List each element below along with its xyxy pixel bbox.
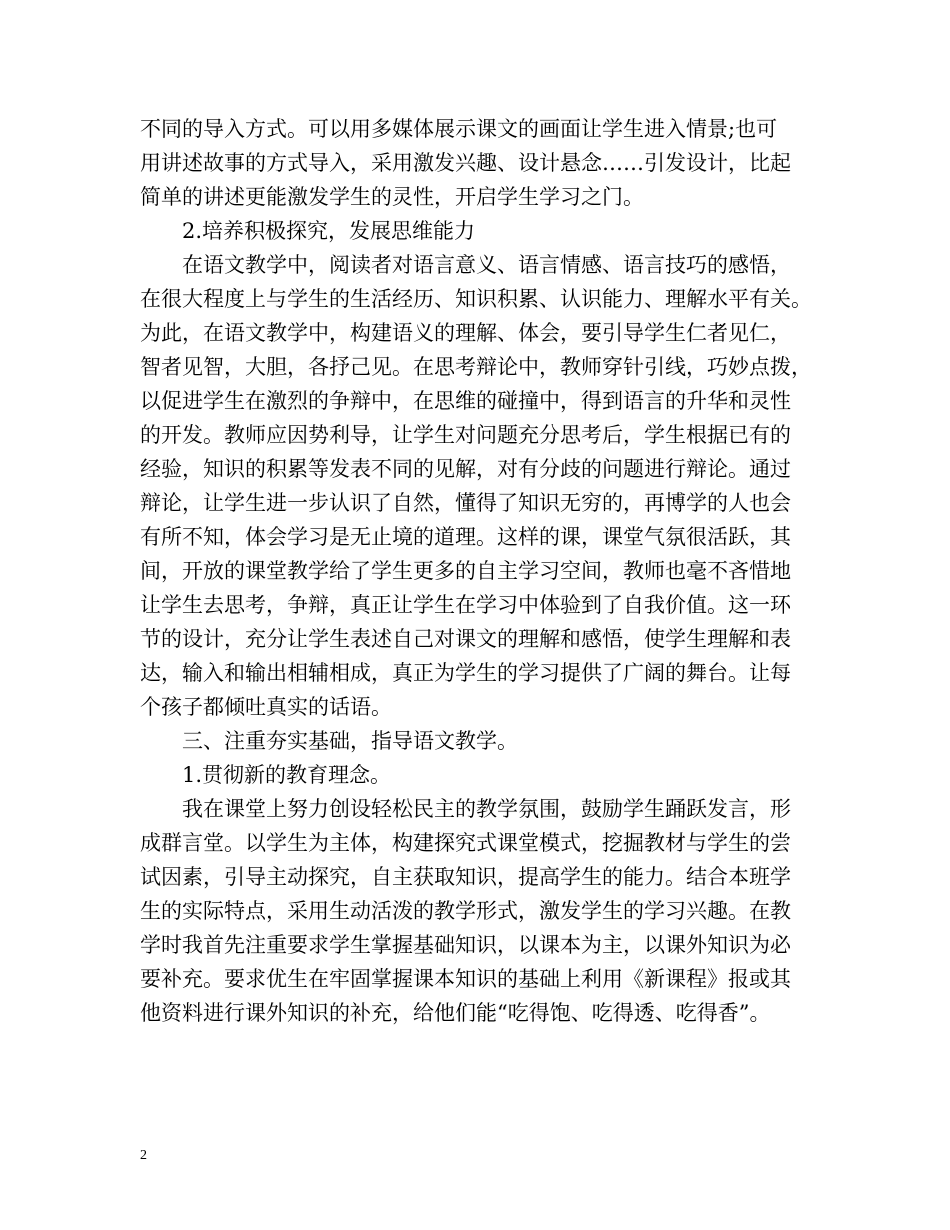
text-line: 不同的导入方式。可以用多媒体展示课文的画面让学生进入情景;也可	[140, 117, 778, 141]
text-line: 他资料进行课外知识的补充，给他们能“吃得饱、吃得透、吃得香”。	[140, 1001, 771, 1025]
text-line: 以促进学生在激烈的争辩中，在思维的碰撞中，得到语言的升华和灵性	[140, 389, 791, 413]
text-line: 间，开放的课堂教学给了学生更多的自主学习空间，教师也毫不吝惜地	[140, 559, 791, 583]
text-line: 辩论，让学生进一步认识了自然，懂得了知识无穷的，再博学的人也会	[140, 491, 791, 515]
text-line: 让学生去思考，争辩，真正让学生在学习中体验到了自我价值。这一环	[140, 593, 791, 617]
text-line: 生的实际特点，采用生动活泼的教学形式，激发学生的学习兴趣。在教	[140, 899, 791, 923]
text-line: 为此，在语文教学中，构建语义的理解、体会，要引导学生仁者见仁，	[140, 321, 791, 345]
text-line: 智者见智，大胆，各抒己见。在思考辩论中，教师穿针引线，巧妙点拨，	[140, 355, 812, 379]
text-line: 在语文教学中，阅读者对语言意义、语言情感、语言技巧的感悟，	[182, 253, 791, 277]
text-line: 经验，知识的积累等发表不同的见解，对有分歧的问题进行辩论。通过	[140, 457, 791, 481]
page-number: 2	[140, 1148, 147, 1163]
text-line: 在很大程度上与学生的生活经历、知识积累、认识能力、理解水平有关。	[140, 287, 812, 311]
text-line: 学时我首先注重要求学生掌握基础知识，以课本为主，以课外知识为必	[140, 933, 791, 957]
section-heading: 2.培养积极探究，发展思维能力	[182, 219, 476, 243]
text-line: 我在课堂上努力创设轻松民主的教学氛围，鼓励学生踊跃发言，形	[182, 797, 791, 821]
text-line: 个孩子都倾吐真实的话语。	[140, 695, 392, 719]
text-line: 有所不知，体会学习是无止境的道理。这样的课，课堂气氛很活跃，其	[140, 525, 791, 549]
section-heading: 三、注重夯实基础，指导语文教学。	[182, 729, 518, 753]
text-line: 试因素，引导主动探究，自主获取知识，提高学生的能力。结合本班学	[140, 865, 791, 889]
text-line: 的开发。教师应因势利导，让学生对问题充分思考后，学生根据已有的	[140, 423, 791, 447]
text-line: 节的设计，充分让学生表述自己对课文的理解和感悟，使学生理解和表	[140, 627, 791, 651]
text-line: 要补充。要求优生在牢固掌握课本知识的基础上利用《新课程》报或其	[140, 967, 791, 991]
text-line: 简单的讲述更能激发学生的灵性，开启学生学习之门。	[140, 185, 644, 209]
text-line: 用讲述故事的方式导入，采用激发兴趣、设计悬念……引发设计，比起	[140, 151, 791, 175]
text-line: 成群言堂。以学生为主体，构建探究式课堂模式，挖掘教材与学生的尝	[140, 831, 791, 855]
text-line: 达，输入和输出相辅相成，真正为学生的学习提供了广阔的舞台。让每	[140, 661, 791, 685]
subsection-heading: 1.贯彻新的教育理念。	[182, 763, 392, 787]
